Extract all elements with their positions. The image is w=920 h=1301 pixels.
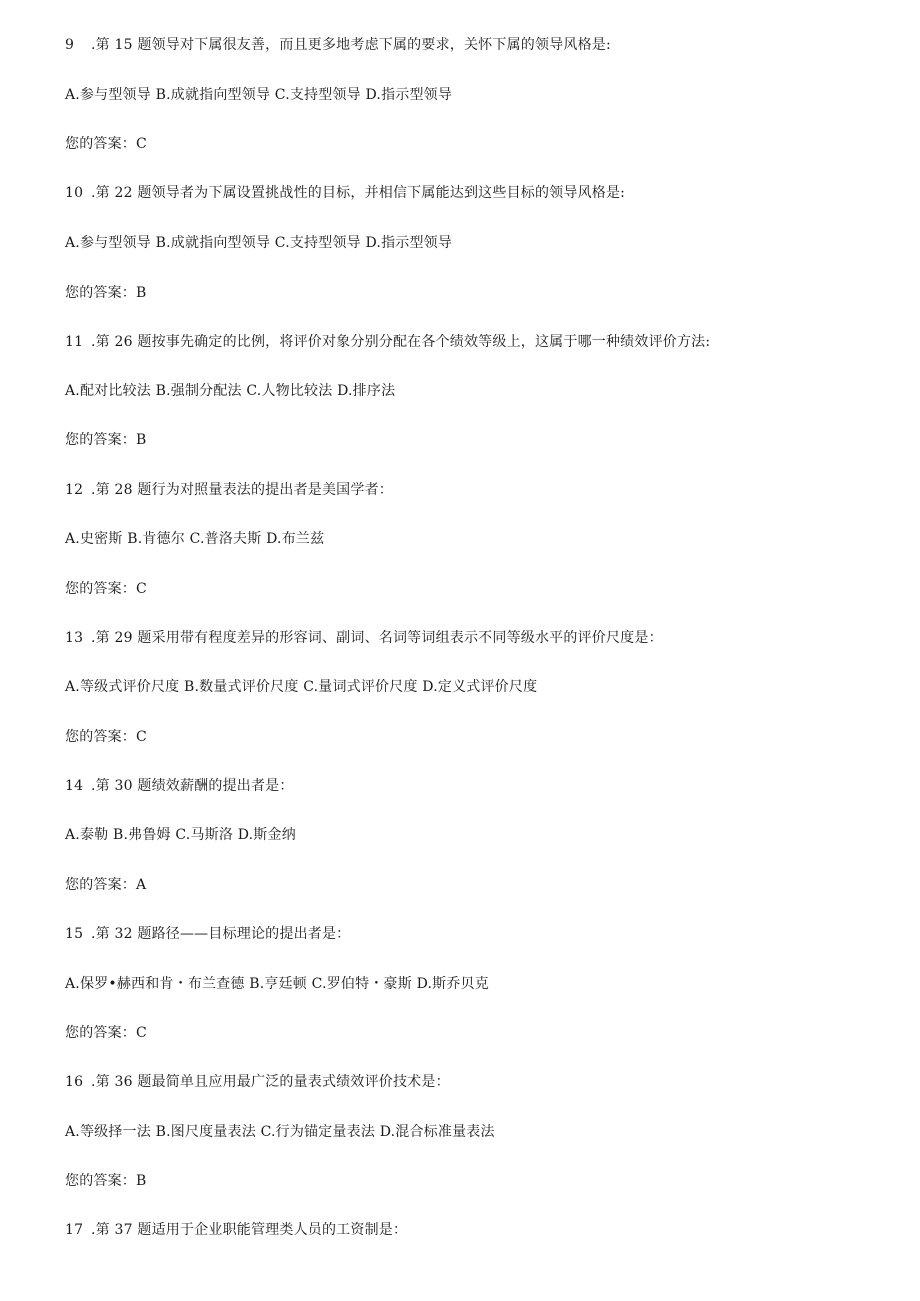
question-answer: 您的答案：A xyxy=(65,877,147,893)
question-text: .第 29 题采用带有程度差异的形容词、副词、名词等词组表示不同等级水平的评价尺度是： xyxy=(91,630,663,646)
question-answer: 您的答案：B xyxy=(65,1173,147,1189)
question-options: A.史密斯 B.肯德尔 C.普洛夫斯 D.布兰兹 xyxy=(65,531,325,547)
question-stem xyxy=(65,925,350,943)
question-stem xyxy=(65,481,393,499)
question-options: A.等级式评价尺度 B.数量式评价尺度 C.量词式评价尺度 D.定义式评价尺度 xyxy=(65,679,538,695)
question-answer: 您的答案：B xyxy=(65,285,147,301)
question-text: .第 28 题行为对照量表法的提出者是美国学者： xyxy=(91,482,393,498)
question-options: A.参与型领导 B.成就指向型领导 C.支持型领导 D.指示型领导 xyxy=(65,235,453,251)
question-number: 10 xyxy=(65,185,84,201)
question-stem xyxy=(65,1221,407,1239)
question-options: A.等级择一法 B.图尺度量表法 C.行为锚定量表法 D.混合标准量表法 xyxy=(65,1124,495,1140)
question-stem xyxy=(65,1073,450,1091)
question-stem xyxy=(65,777,294,795)
question-number: 14 xyxy=(65,778,84,794)
question-number: 17 xyxy=(65,1222,84,1238)
question-answer: 您的答案：B xyxy=(65,432,147,448)
question-text: .第 37 题适用于企业职能管理类人员的工资制是： xyxy=(91,1222,408,1238)
question-number: 12 xyxy=(65,482,84,498)
question-number: 15 xyxy=(65,926,84,942)
question-stem xyxy=(65,184,625,202)
question-text: .第 22 题领导者为下属设置挑战性的目标，并相信下属能达到这些目标的领导风格是: xyxy=(91,185,626,201)
question-options: A.配对比较法 B.强制分配法 C.人物比较法 D.排序法 xyxy=(65,383,396,399)
question-options: A.泰勒 B.弗鲁姆 C.马斯洛 D.斯金纳 xyxy=(65,827,296,843)
question-text: .第 30 题绩效薪酬的提出者是： xyxy=(91,778,294,794)
question-answer: 您的答案：C xyxy=(65,1025,147,1041)
question-number: 11 xyxy=(65,334,84,350)
question-text: .第 26 题按事先确定的比例，将评价对象分别分配在各个绩效等级上，这属于哪一种绩效评价方法: xyxy=(91,334,711,350)
question-options: A.参与型领导 B.成就指向型领导 C.支持型领导 D.指示型领导 xyxy=(65,87,453,103)
question-answer: 您的答案：C xyxy=(65,729,147,745)
question-stem xyxy=(65,333,710,351)
question-text: .第 32 题路径——目标理论的提出者是： xyxy=(91,926,351,942)
question-number: 9 xyxy=(65,37,75,53)
question-number: 13 xyxy=(65,630,84,646)
question-number: 16 xyxy=(65,1074,84,1090)
question-text: .第 15 题领导对下属很友善，而且更多地考虑下属的要求，关怀下属的领导风格是: xyxy=(91,37,611,53)
question-stem xyxy=(65,629,663,647)
question-text: .第 36 题最简单且应用最广泛的量表式绩效评价技术是： xyxy=(91,1074,450,1090)
question-options: A.保罗•赫西和肯・布兰查德 B.亨廷顿 C.罗伯特・豪斯 D.斯乔贝克 xyxy=(65,976,489,992)
question-stem xyxy=(65,36,611,54)
question-answer: 您的答案：C xyxy=(65,136,147,152)
question-answer: 您的答案：C xyxy=(65,581,147,597)
